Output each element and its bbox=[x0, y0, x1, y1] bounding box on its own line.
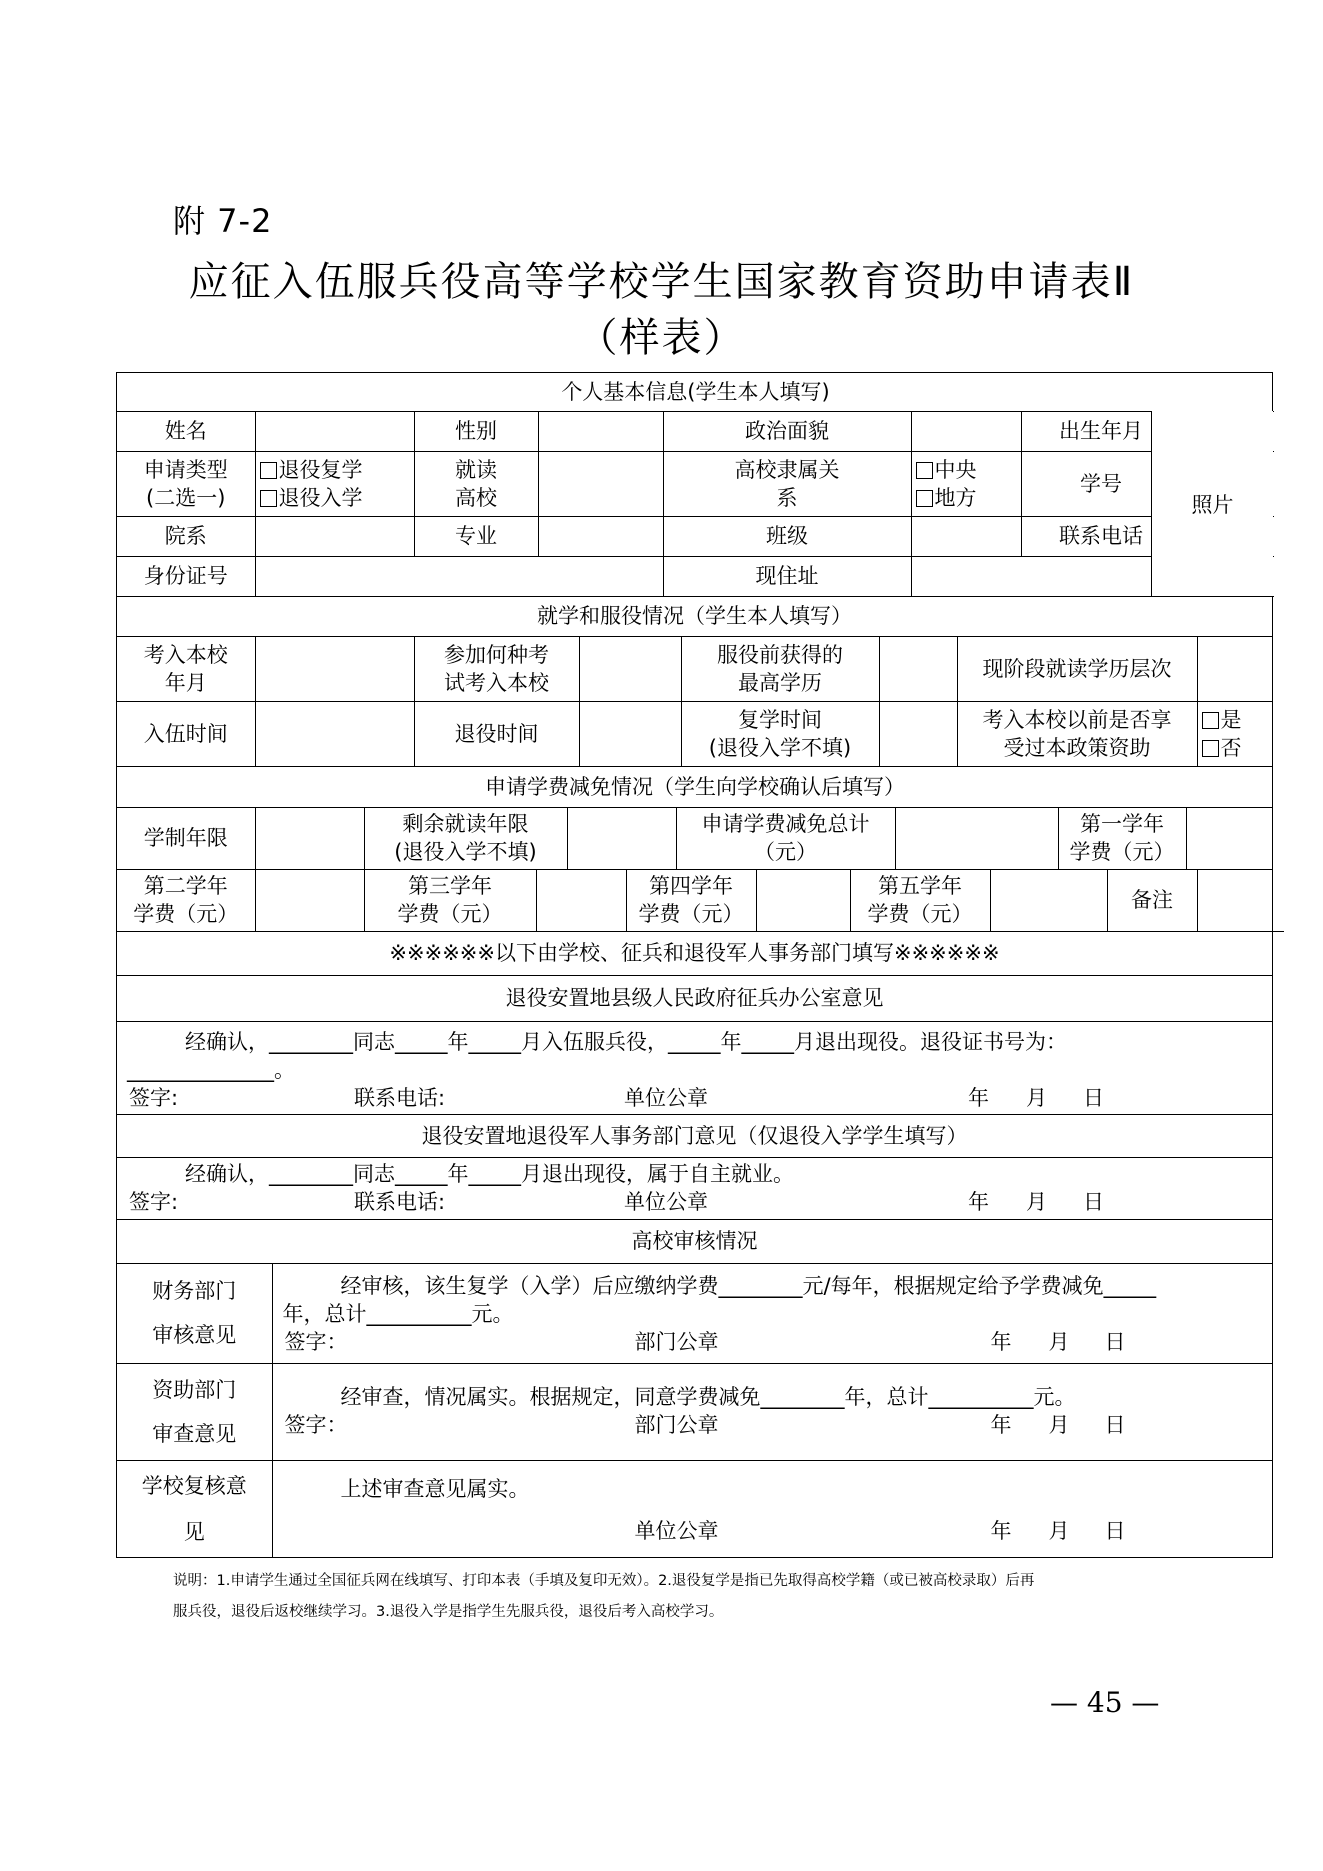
label-id: 身份证号 bbox=[117, 556, 255, 596]
field-remain[interactable] bbox=[567, 807, 676, 869]
field-class[interactable] bbox=[911, 516, 1021, 556]
finance-stamp: 部门公章 bbox=[634, 1330, 719, 1355]
finance-line1: 经审核，该生复学（入学）后应缴纳学费________元/每年，根据规定给予学费减免_____ bbox=[340, 1274, 1157, 1299]
field-political[interactable] bbox=[911, 411, 1021, 451]
field-enlist[interactable] bbox=[255, 702, 414, 767]
veterans-phone: 联系电话: bbox=[354, 1190, 446, 1214]
label-remark: 备注 bbox=[1107, 870, 1197, 932]
label-phone: 联系电话 bbox=[1021, 516, 1181, 556]
veterans-month: 月 bbox=[1026, 1190, 1047, 1214]
recruit-stamp: 单位公章 bbox=[624, 1085, 708, 1110]
label-year3: 第三学年 学费（元） bbox=[364, 870, 536, 932]
section-header-veterans: 退役安置地退役军人事务部门意见（仅退役入学学生填写） bbox=[117, 1114, 1272, 1157]
aid-year: 年 bbox=[990, 1413, 1012, 1437]
field-dept[interactable] bbox=[255, 516, 414, 556]
field-school[interactable] bbox=[538, 451, 663, 516]
checkbox-resume[interactable] bbox=[260, 462, 277, 479]
finance-sign: 签字： bbox=[284, 1330, 348, 1355]
field-years[interactable] bbox=[255, 807, 364, 869]
label-review: 学校复核意 见 bbox=[117, 1461, 272, 1558]
label-dept: 院系 bbox=[117, 516, 255, 556]
finance-year: 年 bbox=[990, 1330, 1012, 1355]
finance-opinion[interactable] bbox=[272, 1264, 1272, 1364]
aid-day: 日 bbox=[1104, 1413, 1126, 1437]
recruit-year: 年 bbox=[968, 1085, 989, 1110]
label-political: 政治面貌 bbox=[663, 411, 911, 451]
finance-month: 月 bbox=[1048, 1330, 1070, 1355]
photo-label: 照片 bbox=[1191, 492, 1234, 517]
field-exam[interactable] bbox=[579, 637, 681, 702]
finance-line2: 年，总计__________元。 bbox=[282, 1302, 514, 1327]
school-review-section bbox=[117, 1264, 1272, 1558]
veterans-day: 日 bbox=[1083, 1190, 1104, 1214]
label-exam: 参加何种考 试考入本校 bbox=[414, 637, 579, 702]
label-aid: 资助部门 审查意见 bbox=[117, 1364, 272, 1461]
label-years: 学制年限 bbox=[117, 807, 255, 869]
field-year3[interactable] bbox=[536, 870, 626, 932]
field-total[interactable] bbox=[895, 807, 1058, 869]
label-discharge: 退役时间 bbox=[414, 702, 579, 767]
field-major[interactable] bbox=[538, 516, 663, 556]
label-year1: 第一学年 学费（元） bbox=[1058, 807, 1186, 869]
field-level[interactable] bbox=[1197, 637, 1272, 702]
field-year4[interactable] bbox=[756, 870, 850, 932]
field-year1[interactable] bbox=[1186, 807, 1273, 869]
section-header-recruit: 退役安置地县级人民政府征兵办公室意见 bbox=[117, 975, 1272, 1021]
recruit-phone: 联系电话: bbox=[354, 1085, 446, 1110]
footnote-line2: 服兵役，退役后返校继续学习。3.退役入学是指学生先服兵役，退役后考入高校学习。 bbox=[173, 1604, 724, 1620]
annex-label: 附 7-2 bbox=[173, 202, 273, 240]
label-total: 申请学费减免总计 （元） bbox=[676, 807, 895, 869]
field-name[interactable] bbox=[255, 411, 414, 451]
field-gender[interactable] bbox=[538, 411, 663, 451]
section-header: 就学和服役情况（学生本人填写） bbox=[117, 597, 1272, 637]
finance-day: 日 bbox=[1104, 1330, 1126, 1355]
affiliation-options: 中央 地方 bbox=[911, 451, 1021, 516]
recruit-month: 月 bbox=[1026, 1085, 1047, 1110]
recruit-sign: 签字: bbox=[129, 1085, 179, 1110]
label-major: 专业 bbox=[414, 516, 538, 556]
review-line1: 上述审查意见属实。 bbox=[340, 1477, 530, 1502]
field-year2[interactable] bbox=[255, 870, 364, 932]
form-subtitle: （样表） bbox=[577, 315, 746, 361]
tuition-years-row bbox=[117, 870, 1284, 933]
checkbox-enroll[interactable] bbox=[260, 490, 277, 507]
recruit-opinion[interactable] bbox=[117, 1021, 1272, 1114]
label-class: 班级 bbox=[663, 516, 911, 556]
recruit-day: 日 bbox=[1083, 1085, 1104, 1110]
apply-type-options: 退役复学 退役入学 bbox=[255, 451, 414, 516]
recruit-line1: 经确认，________同志_____年_____月入伍服兵役，_____年_____月退出现役。退役证书号为： bbox=[185, 1029, 1067, 1054]
footnote-line1: 说明：1.申请学生通过全国征兵网在线填写、打印本表（手填及复印无效）。2.退役复学是指已先取得高校学籍（或已被高校录取）后再 bbox=[173, 1573, 1035, 1589]
review-opinion[interactable] bbox=[272, 1461, 1272, 1558]
veterans-year: 年 bbox=[968, 1190, 989, 1214]
footnote bbox=[173, 1566, 1193, 1628]
review-year: 年 bbox=[990, 1519, 1012, 1544]
field-edu[interactable] bbox=[879, 637, 957, 702]
label-birth: 出生年月 bbox=[1021, 411, 1181, 451]
veterans-stamp: 单位公章 bbox=[624, 1190, 708, 1214]
aid-month: 月 bbox=[1048, 1413, 1070, 1437]
label-year2: 第二学年 学费（元） bbox=[117, 870, 255, 932]
checkbox-central[interactable] bbox=[916, 462, 933, 479]
service-section bbox=[117, 597, 1272, 768]
office-divider: ※※※※※※以下由学校、征兵和退役军人事务部门填写※※※※※※ bbox=[117, 932, 1272, 975]
veterans-opinion[interactable] bbox=[117, 1157, 1272, 1219]
label-edu: 服役前获得的 最高学历 bbox=[681, 637, 879, 702]
aid-stamp: 部门公章 bbox=[634, 1413, 719, 1437]
label-name: 姓名 bbox=[117, 411, 255, 451]
veterans-sign: 签字: bbox=[129, 1190, 179, 1214]
section-header: 个人基本信息(学生本人填写) bbox=[117, 373, 1274, 411]
review-stamp: 单位公章 bbox=[634, 1519, 719, 1544]
personal-info-section bbox=[117, 373, 1274, 597]
recruit-line2: ______________。 bbox=[127, 1057, 295, 1082]
label-gender: 性别 bbox=[414, 411, 538, 451]
field-resume[interactable] bbox=[879, 702, 957, 767]
label-level: 现阶段就读学历层次 bbox=[957, 637, 1197, 702]
field-discharge[interactable] bbox=[579, 702, 681, 767]
checkbox-yes[interactable] bbox=[1202, 712, 1219, 729]
field-remark[interactable] bbox=[1197, 870, 1284, 932]
photo-box[interactable] bbox=[1151, 411, 1273, 596]
label-address: 现住址 bbox=[663, 556, 911, 596]
label-apply-type: 申请类型 (二选一) bbox=[117, 451, 255, 516]
aid-sign: 签字： bbox=[284, 1413, 348, 1437]
policy-options: 是 否 bbox=[1197, 702, 1272, 767]
form-title: 应征入伍服兵役高等学校学生国家教育资助申请表Ⅱ bbox=[188, 259, 1135, 305]
review-day: 日 bbox=[1104, 1519, 1126, 1544]
label-year4: 第四学年 学费（元） bbox=[626, 870, 756, 932]
tuition-section bbox=[117, 767, 1273, 870]
section-header: 申请学费减免情况（学生向学校确认后填写） bbox=[117, 767, 1273, 807]
application-form bbox=[116, 372, 1273, 1558]
label-year5: 第五学年 学费（元） bbox=[850, 870, 990, 932]
label-admit-date: 考入本校 年月 bbox=[117, 637, 255, 702]
label-policy: 考入本校以前是否享 受过本政策资助 bbox=[957, 702, 1197, 767]
field-id[interactable] bbox=[255, 556, 663, 596]
label-affiliation: 高校隶属关 系 bbox=[663, 451, 911, 516]
review-month: 月 bbox=[1048, 1519, 1070, 1544]
page-number: — 45 — bbox=[1050, 1686, 1160, 1719]
label-finance: 财务部门 审核意见 bbox=[117, 1264, 272, 1364]
aid-line1: 经审查，情况属实。根据规定，同意学费减免________年，总计__________元。 bbox=[340, 1385, 1076, 1409]
label-remain: 剩余就读年限 (退役入学不填) bbox=[364, 807, 567, 869]
checkbox-local[interactable] bbox=[916, 490, 933, 507]
label-resume: 复学时间 (退役入学不填) bbox=[681, 702, 879, 767]
label-student-no: 学号 bbox=[1021, 451, 1181, 516]
veterans-line1: 经确认，________同志_____年_____月退出现役，属于自主就业。 bbox=[185, 1162, 794, 1186]
checkbox-no[interactable] bbox=[1202, 740, 1219, 757]
divider-row bbox=[117, 932, 1272, 1264]
label-enlist: 入伍时间 bbox=[117, 702, 255, 767]
label-school: 就读 高校 bbox=[414, 451, 538, 516]
field-admit-date[interactable] bbox=[255, 637, 414, 702]
field-year5[interactable] bbox=[990, 870, 1107, 932]
aid-opinion[interactable] bbox=[272, 1364, 1272, 1461]
section-header-school-review: 高校审核情况 bbox=[117, 1219, 1272, 1263]
